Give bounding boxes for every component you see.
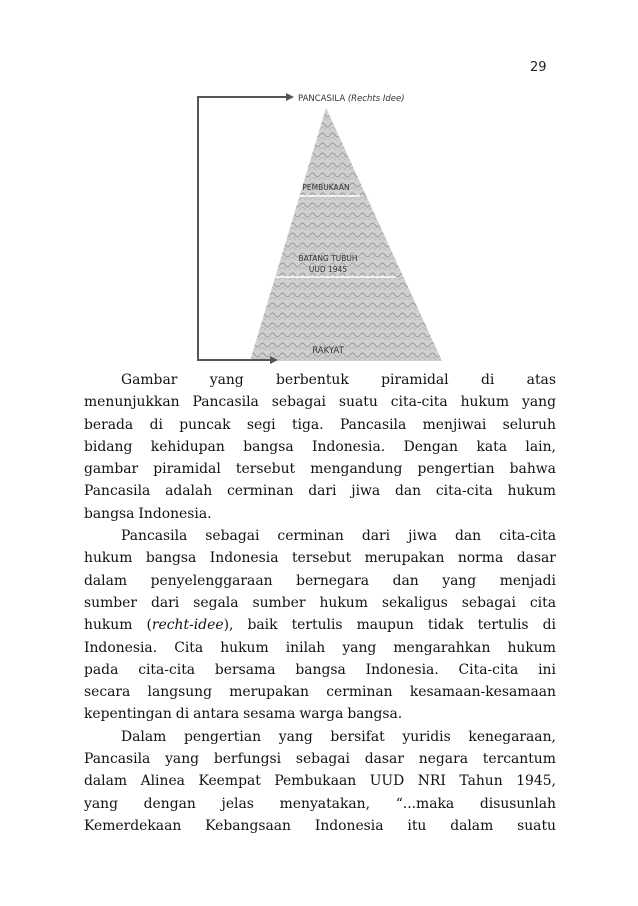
word: 1945, [516, 773, 556, 790]
word: cita-cita [435, 483, 493, 500]
word: bangsa [145, 550, 197, 567]
word: secara [84, 684, 131, 701]
word: mengandung [310, 461, 403, 478]
word: piramidal [153, 461, 221, 478]
word: NRI [417, 773, 446, 790]
word: cita-cita [390, 394, 448, 411]
word: mengarahkan [393, 639, 491, 656]
word: bangsa. [347, 706, 403, 723]
text-line [84, 436, 556, 458]
word: cerminan [277, 528, 344, 545]
word: Gambar [121, 372, 178, 388]
word: langsung [147, 684, 213, 701]
word: Indonesia. [84, 639, 158, 656]
word: Indonesia [209, 550, 279, 567]
word: piramidal [381, 372, 449, 388]
word: sesama [243, 706, 296, 723]
word: hukum [507, 639, 556, 656]
word: kesamaan-kesamaan [409, 684, 556, 701]
word: berada [84, 416, 134, 433]
text-line [84, 637, 556, 659]
word: sebagai [271, 394, 326, 411]
word: kehidupan [150, 438, 225, 455]
word: bersifat [330, 728, 385, 745]
word: dari [308, 483, 337, 500]
text-line [84, 726, 556, 748]
word: dan [394, 483, 422, 500]
text-line [84, 414, 556, 436]
word: yang [442, 572, 477, 589]
word: Keempat [198, 773, 261, 790]
word: menyatakan, [279, 795, 371, 812]
word: tersebut [235, 461, 296, 478]
word: “...maka [395, 795, 455, 812]
word: dari [150, 594, 180, 611]
word: berbentuk [276, 372, 349, 388]
word: dengan [143, 795, 196, 812]
word: tertulis [291, 617, 343, 634]
word: adalah [165, 483, 213, 500]
word: tercantum [482, 751, 556, 768]
word: merupakan [229, 684, 309, 701]
word: cita-cita [499, 528, 556, 545]
word: penyelenggaraan [150, 572, 273, 589]
word: sebagai [295, 751, 350, 768]
word: Pembukaan [274, 773, 357, 790]
word: bahwa [509, 461, 556, 478]
word: UUD [369, 773, 405, 790]
pancasila-pyramid-figure [180, 80, 480, 370]
word: Alinea [140, 773, 185, 790]
word: bersama [214, 661, 276, 678]
level-label-pembukaan: PEMBUKAAN [302, 183, 350, 192]
word: tidak [427, 617, 464, 634]
text-line [84, 614, 556, 636]
word: norma [457, 550, 504, 567]
text-line [84, 748, 556, 770]
text-line [84, 525, 556, 547]
word: sebagai [461, 594, 516, 611]
figure-top-label: PANCASILA (Rechts Idee) [298, 94, 405, 104]
word: menunjukkan [84, 394, 180, 411]
text-line [84, 659, 556, 681]
text-line [84, 547, 556, 569]
word: atas [526, 372, 556, 388]
text-line [84, 770, 556, 792]
word: seluruh [502, 416, 556, 433]
word: yang [342, 639, 377, 656]
word: hukum [319, 594, 368, 611]
word: pengertian [184, 728, 262, 745]
word: antara [193, 706, 240, 723]
word: Dengan [403, 438, 459, 455]
word: dan [392, 572, 419, 589]
word: Indonesia. [365, 661, 439, 678]
word: yang [522, 394, 556, 411]
word: hukum [84, 550, 133, 567]
word: Dalam [121, 728, 167, 745]
word: (recht-idee), [146, 617, 234, 634]
word: Pancasila [339, 416, 407, 433]
word: merupakan [364, 550, 445, 567]
pyramid-shape [250, 108, 442, 361]
word: jelas [221, 795, 254, 812]
text-line [84, 391, 556, 413]
word: hukum [507, 483, 556, 500]
word: tertulis [477, 617, 529, 634]
word: yuridis [402, 728, 451, 745]
word: Cita-cita [458, 661, 519, 678]
word: dari [361, 528, 391, 545]
word: bangsa [295, 661, 346, 678]
word: Tahun [459, 773, 503, 790]
word: disusunlah [479, 795, 556, 812]
word: Pancasila [84, 483, 151, 500]
word: di [175, 706, 190, 723]
word: menjadi [499, 572, 556, 589]
level-label-batang-tubuh: BATANG TUBUH [298, 254, 358, 263]
word: hukum [84, 617, 133, 634]
word: jiwa [408, 528, 438, 545]
word: kata [476, 438, 507, 455]
body-text [84, 369, 556, 837]
word: cerminan [326, 684, 393, 701]
word: cita [529, 594, 556, 611]
text-line [84, 592, 556, 614]
word: yang [209, 372, 244, 388]
text-line [84, 503, 556, 525]
word: Indonesia. [312, 438, 386, 455]
word: kepentingan [84, 706, 172, 723]
word: Kebangsaan [205, 817, 291, 834]
word: puncak [179, 416, 231, 433]
word: berfungsi [213, 751, 282, 768]
word: baik [247, 617, 278, 634]
word: dalam [84, 572, 128, 589]
level-label-rakyat: RAKYAT [312, 346, 344, 356]
word: cerminan [227, 483, 294, 500]
word: segi [246, 416, 276, 433]
word: dalam [84, 773, 128, 790]
word: ini [538, 661, 556, 678]
word: yang [84, 795, 118, 812]
word: dalam [450, 817, 494, 834]
word: tersebut [291, 550, 352, 567]
word: Pancasila [121, 528, 188, 545]
text-line [84, 815, 556, 837]
word: dasar [364, 751, 404, 768]
word: di [480, 372, 495, 388]
text-line [84, 458, 556, 480]
word: di [542, 617, 556, 634]
word: bangsa [243, 438, 294, 455]
word: tiga. [291, 416, 324, 433]
word: inilah [285, 639, 326, 656]
word: bidang [84, 438, 133, 455]
word: hukum [220, 639, 269, 656]
word: bangsa [84, 505, 135, 522]
text-line [84, 681, 556, 703]
word: di [149, 416, 163, 433]
word: itu [407, 817, 427, 834]
word: yang [165, 751, 200, 768]
word: yang [278, 728, 313, 745]
word: dasar [516, 550, 556, 567]
pyramid-diagram [180, 80, 480, 370]
word: kenegaraan, [468, 728, 556, 745]
word: Indonesia. [138, 505, 212, 522]
word: Indonesia [314, 817, 384, 834]
text-line [84, 480, 556, 502]
text-line [84, 793, 556, 815]
word: warga [299, 706, 344, 723]
word: bernegara [296, 572, 370, 589]
word: pengertian [417, 461, 495, 478]
word: cita-cita [138, 661, 196, 678]
word: lain, [525, 438, 556, 455]
word: Kemerdekaan [84, 817, 182, 834]
text-line [84, 703, 556, 725]
arrow-head-icon [286, 93, 294, 101]
word: suatu [338, 394, 378, 411]
word: Pancasila [84, 751, 151, 768]
word: jiwa [351, 483, 381, 500]
word: sebagai [205, 528, 260, 545]
text-line [84, 570, 556, 592]
word: maupun [356, 617, 414, 634]
word: segala [193, 594, 239, 611]
page-number: 29 [530, 60, 547, 75]
word: gambar [84, 461, 139, 478]
word: Pancasila [192, 394, 259, 411]
word: dan [455, 528, 482, 545]
level-label-uud-1945: UUD 1945 [308, 265, 348, 274]
text-line [84, 369, 556, 391]
word: sumber [84, 594, 137, 611]
word: Cita [174, 639, 204, 656]
word: sumber [252, 594, 306, 611]
word: sekaligus [381, 594, 448, 611]
word: suatu [517, 817, 556, 834]
word: menjiwai [422, 416, 487, 433]
word: hukum [460, 394, 510, 411]
word: pada [84, 661, 119, 678]
word: negara [418, 751, 468, 768]
